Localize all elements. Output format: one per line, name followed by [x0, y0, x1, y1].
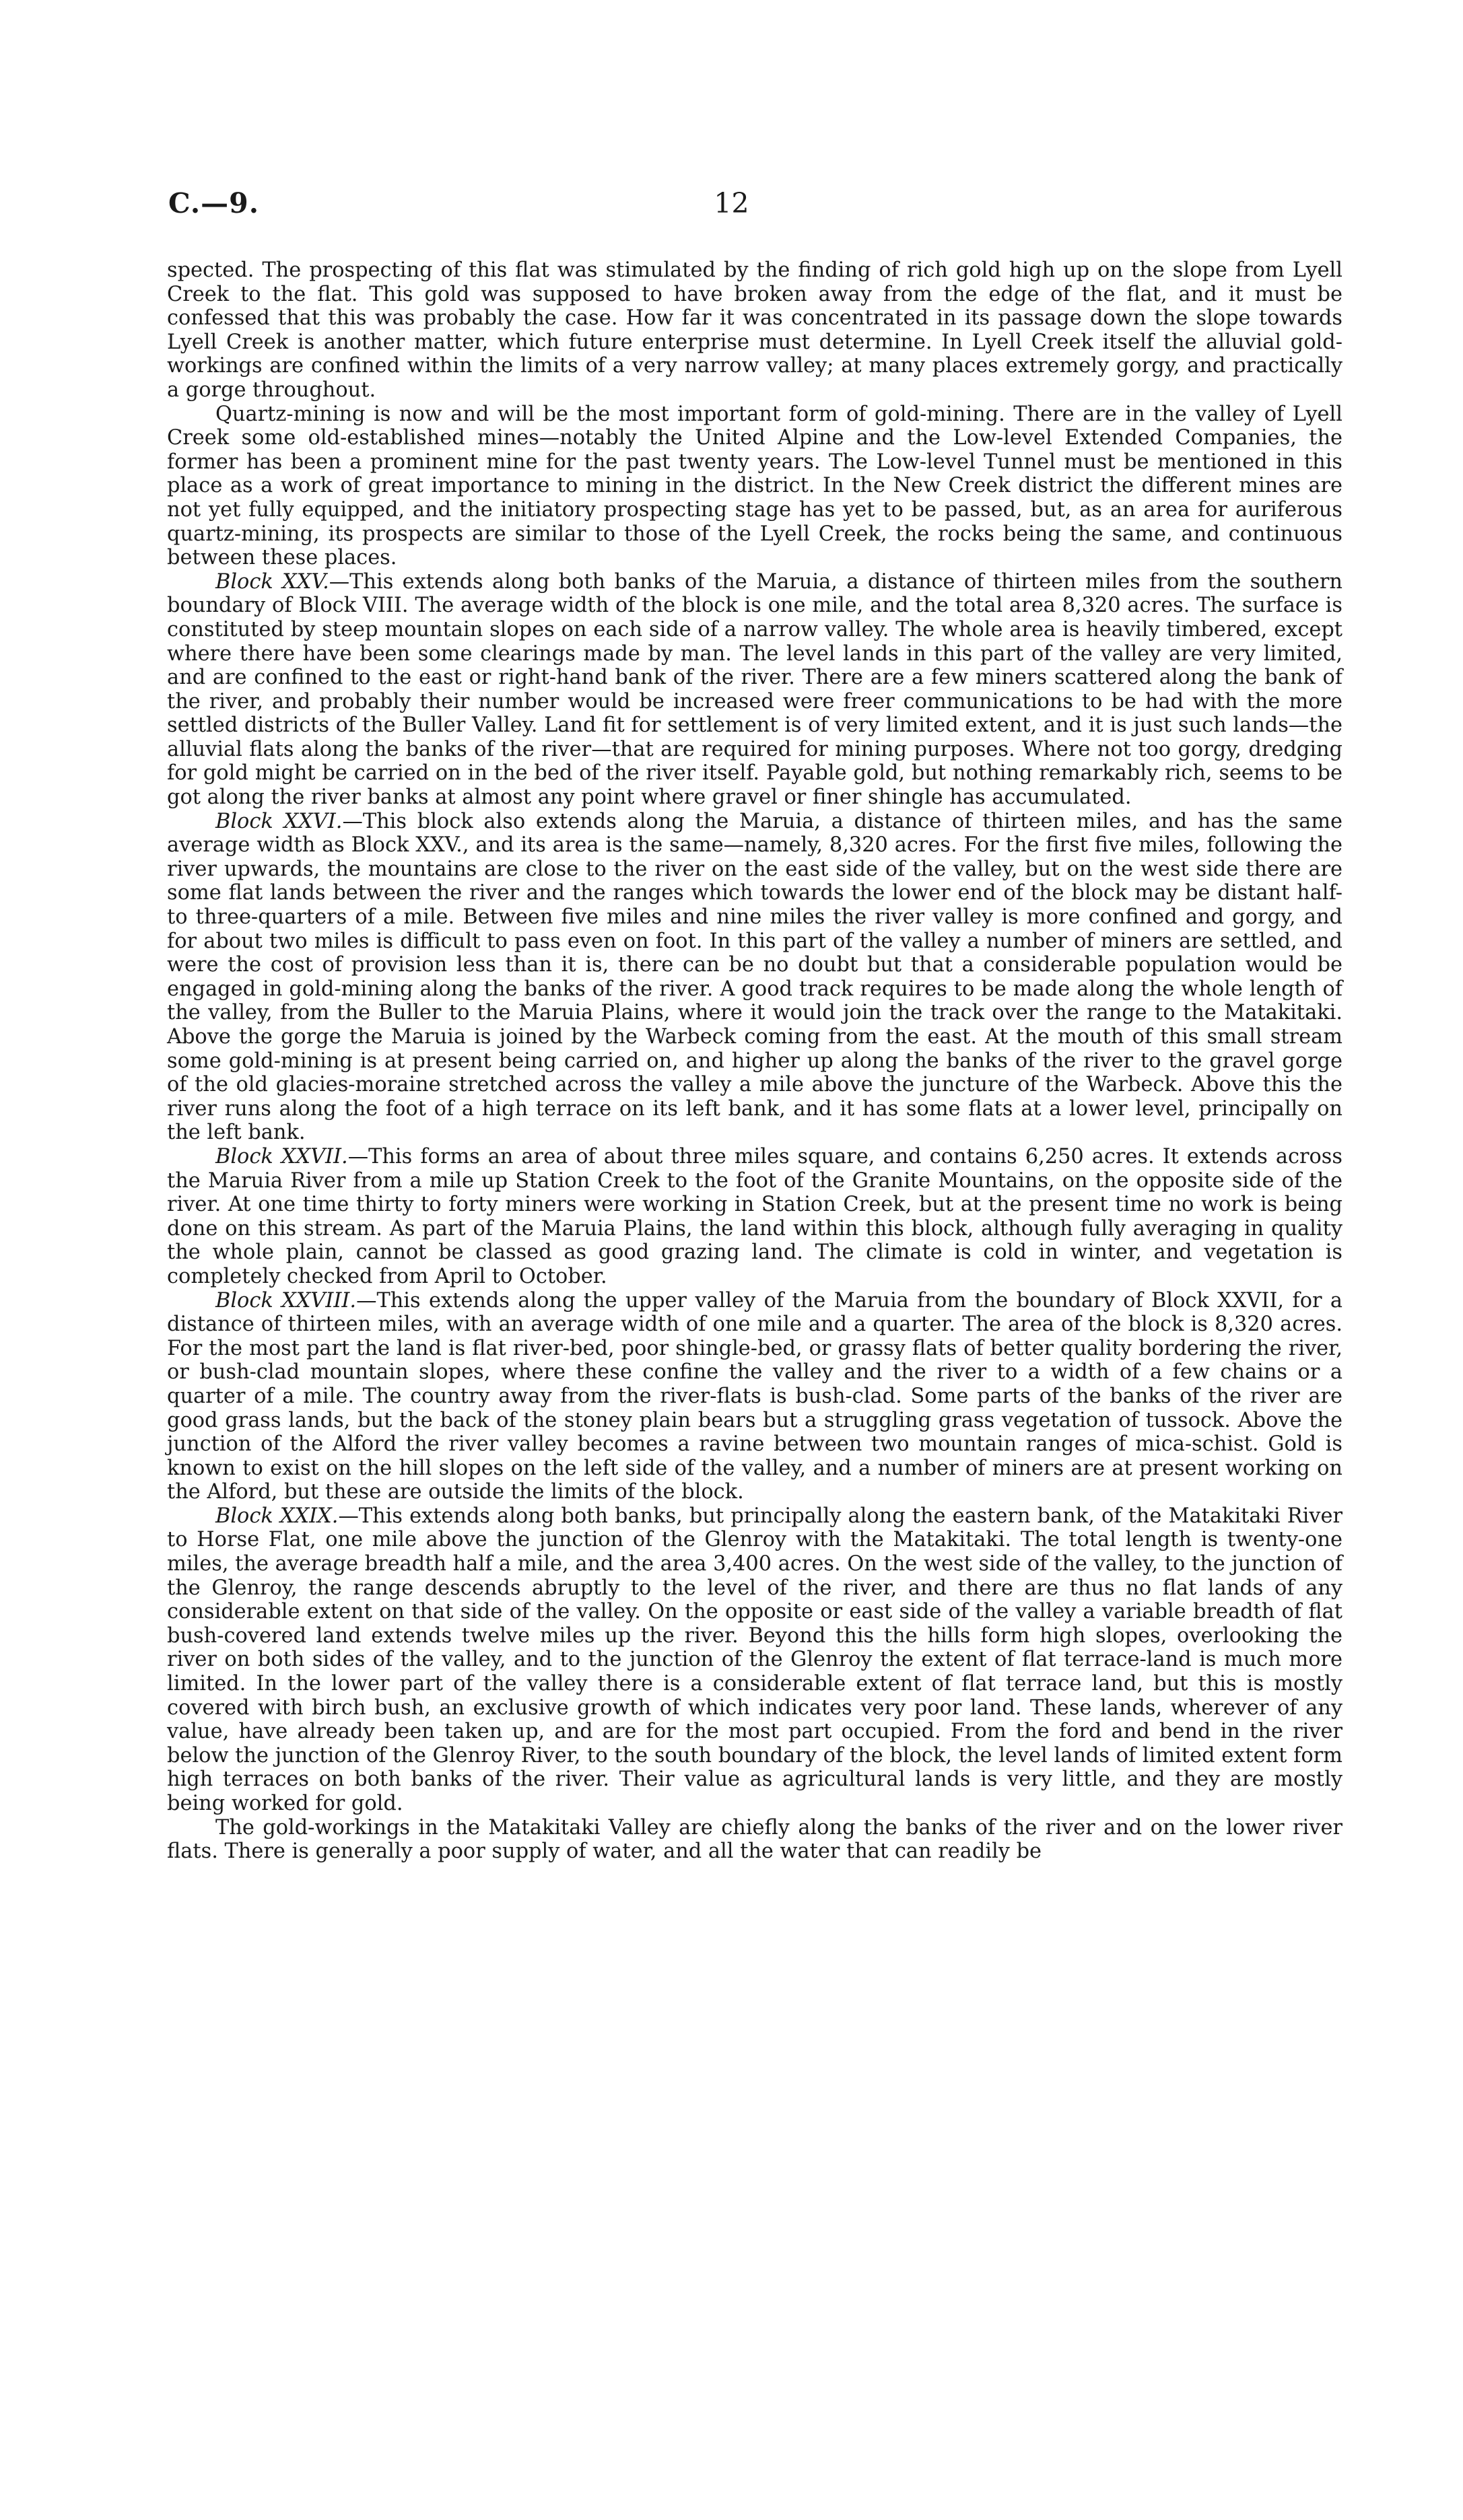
- block-label: Block XXVIII.: [215, 1288, 357, 1312]
- paragraph-continuation: [167, 258, 1342, 403]
- paragraph-block-xxvi: [167, 810, 1342, 1145]
- page-number: 12: [714, 187, 749, 219]
- paragraph-block-xxv: [167, 570, 1342, 810]
- block-label: Block XXIX.: [215, 1504, 339, 1528]
- block-label: Block XXVI.: [215, 809, 343, 833]
- paragraph-text: —This block also extends along the Maruia, a distance of thirteen miles, and has the same average width as Block XXV., and its area is the same—namely, 8,320 acres. For the first five miles, following the river upwards, the mountains are close to the river on the east side of the valley, but on the west side there are some flat lands between the river and the ranges which towards the lower end of the block may be distant half- to three-quarters of a mile. Between five miles and nine miles the river valley is more confined and gorgy, and for about two miles is difficult to pass even on foot. In this part of the valley a number of miners are settled, and were the cost of provision less than it is, there can be no doubt but that a considerable population would be engaged in gold-mining along the banks of the river. A good track requires to be made along the whole length of the valley, from the Buller to the Maruia Plains, where it would join the track over the range to the Matakitaki. Above the gorge the Maruia is joined by the Warbeck coming from the east. At the mouth of this small stream some gold-mining is at present being carried on, and higher up along the banks of the river to the gravel gorge of the old glacies-moraine stretched across the valley a mile above the juncture of the Warbeck. Above this the river runs along the foot of a high terrace on its left bank, and it has some flats at a lower level, principally on the left bank.: [167, 809, 1342, 1145]
- paragraph-block-xxviii: [167, 1289, 1342, 1504]
- paragraph-text: —This forms an area of about three miles square, and contains 6,250 acres. It extends across the Maruia River from a mile up Station Creek to the foot of the Granite Mountains, on the opposite side of the river. At one time thirty to forty miners were working in Station Creek, but at the present time no work is being done on this stream. As part of the Maruia Plains, the land within this block, although fully averaging in quality the whole plain, cannot be classed as good grazing land. The climate is cold in winter, and vegetation is completely checked from April to October.: [167, 1144, 1342, 1288]
- paragraph-text: spected. The prospecting of this flat was stimulated by the finding of rich gold high up on the slope from Lyell Creek to the flat. This gold was supposed to have broken away from the edge of the flat, and it must be confessed that this was probably the case. How far it was concentrated in its passage down the slope towards Lyell Creek is another matter, which future enterprise must determine. In Lyell Creek itself the alluvial gold-workings are confined within the limits of a very narrow valley; at many places extremely gorgy, and practically a gorge throughout.: [167, 258, 1342, 402]
- page-reference: C.—9.: [168, 187, 259, 219]
- paragraph-text: —This extends along the upper valley of the Maruia from the boundary of Block XXVII, for a distance of thirteen miles, with an average width of one mile and a quarter. The area of the block is 8,320 acres. For the most part the land is flat river-bed, poor shingle-bed, or grassy flats of better quality bordering the river, or bush-clad mountain slopes, where these confine the valley and the river to a width of a few chains or a quarter of a mile. The country away from the river-flats is bush-clad. Some parts of the banks of the river are good grass lands, but the back of the stoney plain bears but a struggling grass vegetation of tussock. Above the junction of the Alford the river valley becomes a ravine between two mountain ranges of mica-schist. Gold is known to exist on the hill slopes on the left side of the valley, and a number of miners are at present working on the Alford, but these are outside the limits of the block.: [167, 1288, 1343, 1504]
- paragraph-gold-workings: [167, 1816, 1342, 1864]
- paragraph-text: —This extends along both banks of the Maruia, a distance of thirteen miles from the southern boundary of Block VIII. The average width of the block is one mile, and the total area 8,320 acres. The surface is constituted by steep mountain slopes on each side of a narrow valley. The whole area is heavily timbered, except where there have been some clearings made by man. The level lands in this part of the valley are very limited, and are confined to the east or right-hand bank of the river. There are a few miners scattered along the bank of the river, and probably their number would be increased were freer communications to be had with the more settled districts of the Buller Valley. Land fit for settlement is of very limited extent, and it is just such lands—the alluvial flats along the banks of the river—that are required for mining purposes. Where not too gorgy, dredging for gold might be carried on in the bed of the river itself. Payable gold, but nothing remarkably rich, seems to be got along the river banks at almost any point where gravel or finer shingle has accumulated.: [167, 569, 1343, 810]
- body-text: [167, 258, 1342, 1864]
- paragraph-block-xxvii: [167, 1145, 1342, 1289]
- paragraph-text: —This extends along both banks, but principally along the eastern bank, of the Matakitaki River to Horse Flat, one mile above the junction of the Glenroy with the Matakitaki. The total length is twenty-one miles, the average breadth half a mile, and the area 3,400 acres. On the west side of the valley, to the junction of the Glenroy, the range descends abruptly to the level of the river, and there are thus no flat lands of any considerable extent on that side of the valley. On the opposite or east side of the valley a variable breadth of flat bush-covered land extends twelve miles up the river. Beyond this the hills form high slopes, overlooking the river on both sides of the valley, and to the junction of the Glenroy the extent of flat terrace-land is much more limited. In the lower part of the valley there is a considerable extent of flat terrace land, but this is mostly covered with birch bush, an exclusive growth of which indicates very poor land. These lands, wherever of any value, have already been taken up, and are for the most part occupied. From the ford and bend in the river below the junction of the Glenroy River, to the south boundary of the block, the level lands of limited extent form high terraces on both banks of the river. Their value as agricultural lands is very little, and they are mostly being worked for gold.: [167, 1504, 1342, 1815]
- paragraph-quartz-mining: [167, 403, 1342, 570]
- paragraph-block-xxix: [167, 1504, 1342, 1816]
- paragraph-text: Quartz-mining is now and will be the most important form of gold-mining. There are in the valley of Lyell Creek some old-established mines—notably the United Alpine and the Low-level Extended Companies, the former has been a prominent mine for the past twenty years. The Low-level Tunnel must be mentioned in this place as a work of great importance to mining in the district. In the New Creek district the different mines are not yet fully equipped, and the initiatory prospecting stage has yet to be passed, but, as an area for auriferous quartz-mining, its prospects are similar to those of the Lyell Creek, the rocks being the same, and continuous between these places.: [167, 402, 1342, 570]
- block-label: Block XXVII.: [215, 1144, 348, 1168]
- page-header: [168, 187, 1295, 228]
- block-label: Block XXV.: [215, 569, 329, 594]
- paragraph-text: The gold-workings in the Matakitaki Valley are chiefly along the banks of the river and on the lower river flats. There is generally a poor supply of water, and all the water that can readily be: [167, 1815, 1342, 1864]
